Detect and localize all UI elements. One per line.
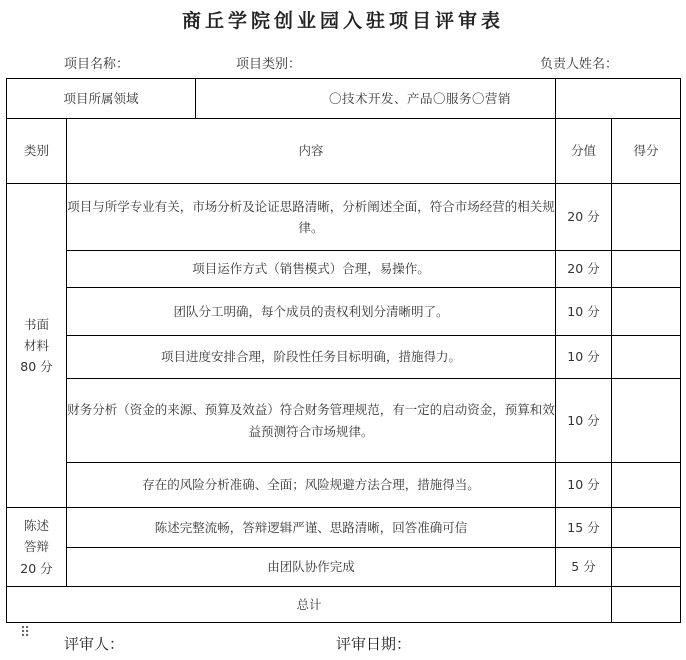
row-score-cell[interactable] (612, 336, 681, 379)
row-value: 10 分 (556, 336, 612, 379)
table-row (7, 548, 681, 587)
table-row (7, 336, 681, 379)
header-score-value: 分值 (556, 119, 612, 184)
table-row (7, 184, 681, 251)
header-row (7, 119, 681, 184)
project-name-label: 项目名称： (64, 57, 130, 72)
total-label: 总计 (7, 587, 612, 623)
section-written (7, 184, 67, 508)
reviewer-label: 评审人： (64, 635, 125, 653)
row-score-cell[interactable] (612, 251, 681, 288)
row-value: 10 分 (556, 288, 612, 336)
table-row (7, 463, 681, 508)
row-score-cell[interactable] (612, 288, 681, 336)
section-defense-line3: 20 分 (20, 560, 53, 576)
row-value: 5 分 (556, 548, 612, 587)
row-value: 20 分 (556, 251, 612, 288)
header-content: 内容 (67, 119, 556, 184)
row-content: 陈述完整流畅，答辩逻辑严谨、思路清晰，回答准确可信 (67, 508, 556, 548)
header-score: 得分 (612, 119, 681, 184)
project-category-label: 项目类别： (236, 57, 302, 72)
table-row (7, 508, 681, 548)
field-options: 〇技术开发、产品〇服务〇营销 (328, 91, 511, 106)
drag-handle-icon[interactable]: ⠿ (20, 625, 30, 641)
row-content: 团队分工明确，每个成员的责权利划分清晰明了。 (67, 288, 556, 336)
table-row (7, 288, 681, 336)
row-value: 10 分 (556, 379, 612, 463)
row-value: 10 分 (556, 463, 612, 508)
section-defense-line1: 陈述 (23, 518, 49, 534)
row-content: 项目与所学专业有关，市场分析及论证思路清晰，分析阐述全面，符合市场经营的相关规律。 (67, 184, 556, 251)
header-category: 类别 (7, 119, 67, 184)
field-label: 项目所属领域 (7, 79, 196, 118)
row-score-cell[interactable] (612, 184, 681, 251)
section-written-line2: 材料 (23, 337, 49, 353)
section-written-line1: 书面 (23, 316, 49, 332)
section-defense-line2: 答辩 (23, 539, 49, 555)
row-content: 存在的风险分析准确、全面；风险规避方法合理，措施得当。 (67, 463, 556, 508)
table-row (7, 379, 681, 463)
row-value: 15 分 (556, 508, 612, 548)
row-score-cell[interactable] (612, 508, 681, 548)
review-date-label: 评审日期： (336, 635, 412, 653)
row-value: 20 分 (556, 184, 612, 251)
row-content: 项目运作方式（销售模式）合理，易操作。 (67, 251, 556, 288)
table-row (7, 251, 681, 288)
row-score-cell[interactable] (612, 463, 681, 508)
review-table (6, 78, 681, 623)
form-title: 商丘学院创业园入驻项目评审表 (181, 10, 504, 32)
section-defense (7, 508, 67, 587)
total-score-cell[interactable] (612, 587, 681, 623)
section-written-line3: 80 分 (20, 359, 53, 375)
total-row (7, 587, 681, 623)
row-score-cell[interactable] (612, 379, 681, 463)
row-content: 项目进度安排合理，阶段性任务目标明确，措施得力。 (67, 336, 556, 379)
row-score-cell[interactable] (612, 548, 681, 587)
leader-name-label: 负责人姓名： (540, 57, 619, 72)
row-content: 财务分析（资金的来源、预算及效益）符合财务管理规范，有一定的启动资金，预算和效益预测符合市场规律。 (67, 379, 556, 463)
row-content: 由团队协作完成 (67, 548, 556, 587)
